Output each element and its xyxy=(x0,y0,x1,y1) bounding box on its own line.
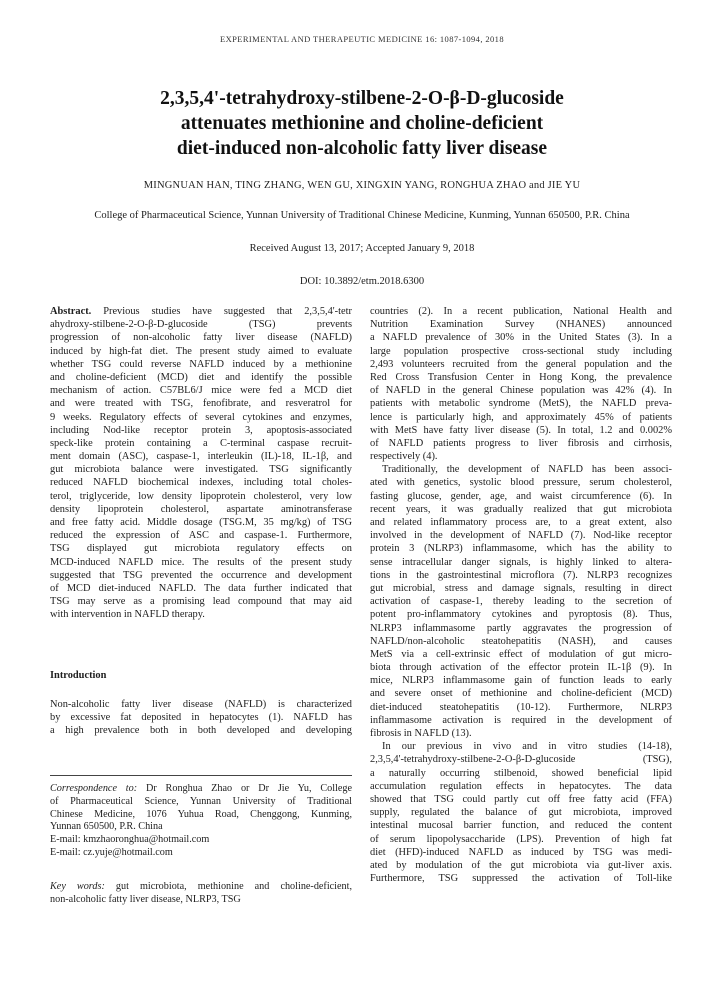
body-line: supply, regulated the balance of gut microbiota, improved xyxy=(370,807,672,819)
article-title xyxy=(60,86,664,161)
abstract-line: mechanism of action. C57BL6/J mice were fed a MCD diet xyxy=(50,385,352,397)
abstract-line: gut microbiota balance were investigated. TSG significantly xyxy=(50,464,352,476)
body-line: In our previous in vivo and in vitro studies (14-18), xyxy=(382,741,672,753)
abstract-line: reduced the expression of ASC and caspase-1. Furthermore, xyxy=(50,530,352,542)
body-line: of serum lipopolysaccharide (LPS). Prevention of high fat xyxy=(370,833,672,845)
body-line: a NAFLD prevalence of 30% in the United States (3). In a xyxy=(370,332,672,344)
journal-header: EXPERIMENTAL AND THERAPEUTIC MEDICINE 16: 1087-1094, 2018 xyxy=(220,34,504,44)
body-line: intestinal mucosal barrier function, and reduced the content xyxy=(370,820,672,832)
body-line: large population prospective cross-sectional study including xyxy=(370,345,672,357)
abstract-line: including Nod-like receptor protein 3, apoptosis-associated xyxy=(50,424,352,436)
body-line: ated with genetics, systolic blood pressure, serum cholesterol, xyxy=(370,477,672,489)
introduction-heading: Introduction xyxy=(50,670,107,681)
footnote-divider xyxy=(50,775,352,776)
abstract-line: terol, triglyceride, low density lipoprotein cholesterol, very low xyxy=(50,490,352,502)
body-line: activation of caspase-1, thereby leading to the secretion of xyxy=(370,596,672,608)
intro-line: Non-alcoholic fatty liver disease (NAFLD) is characterized xyxy=(50,699,352,710)
body-line: Red Cross Transfusion Center in Hong Kong, the prevalence xyxy=(370,371,672,383)
introduction-text xyxy=(50,698,352,738)
footnote-line: of Pharmaceutical Science, Yunnan University of Traditional xyxy=(50,795,352,807)
abstract-line: and choline-deficient (MCD) diet and identify the possible xyxy=(50,371,352,383)
body-line: 2,493 volunteers recruited from the general population and the xyxy=(370,358,672,370)
body-line: Nutrition Examination Survey (NHANES) announced xyxy=(370,319,672,331)
body-line: MetS via a cell-extrinsic effect of modulation of gut micro- xyxy=(370,648,672,660)
body-line: mice, NLRP3 inflammasome gain of function leads to early xyxy=(370,675,672,687)
email-line: E-mail: cz.yuje@hotmail.com xyxy=(50,846,173,858)
abstract-line: density lipoprotein cholesterol, aspartate aminotransferase xyxy=(50,503,352,515)
abstract-line: with intervention in NAFLD therapy. xyxy=(50,609,205,621)
body-line: 2,3,5,4'-tetrahydroxy-stilbene-2-O-β-D-glucoside (TSG), xyxy=(370,754,672,766)
body-line: sense intracellular danger signals, is highly linked to altera- xyxy=(370,556,672,568)
footnote-line: Chinese Medicine, 1076 Yuhua Road, Chenggong, Kunming, xyxy=(50,808,352,820)
abstract-line: TSG displayed gut microbiota regulatory effects on xyxy=(50,543,352,555)
doi: DOI: 10.3892/etm.2018.6300 xyxy=(299,276,425,287)
abstract-line: and free fatty acid. Middle dosage (TSG.M, 35 mg/kg) of TSG xyxy=(50,517,352,528)
body-line: lence is particularly high, and approximately 45% of patients xyxy=(370,411,672,423)
title-line: 2,3,5,4'-tetrahydroxy-stilbene-2-O-β-D-glucoside xyxy=(160,88,564,109)
abstract-line: whether TSG could reverse NAFLD induced by a methionine xyxy=(50,358,352,370)
body-line: countries (2). In a recent publication, National Health and xyxy=(370,306,672,317)
body-line: showed that TSG could partly cut off free fatty acid (FFA) xyxy=(370,793,672,805)
abstract-line: Abstract. Previous studies have suggested that 2,3,5,4'-tetr xyxy=(50,306,352,317)
keywords xyxy=(50,881,352,907)
body-line: NAFLD/non-alcoholic steatohepatitis (NASH), and causes xyxy=(370,635,672,647)
title-line: diet-induced non-alcoholic fatty liver disease xyxy=(176,138,548,159)
body-line: diet-induced steatohepatitis (10-12). Furthermore, NLRP3 xyxy=(370,701,672,713)
body-line: involved in the development of NAFLD (7). Nod-like receptor xyxy=(370,530,672,542)
footnote-line: Correspondence to: Dr Ronghua Zhao or Dr Jie Yu, College xyxy=(50,783,352,794)
body-line: of NAFLD patients progress to liver fibrosis and cirrhosis, xyxy=(370,437,672,449)
body-line: inflammasome activation is required in the development of xyxy=(370,714,672,726)
body-line: a naturally occurring stilbenoid, showed beneficial lipid xyxy=(370,767,672,779)
body-line: and related inflammatory process are, to a great extent, also xyxy=(370,517,672,528)
body-line: ated by modulation of the gut microbiota via gut-liver axis. xyxy=(370,859,672,871)
abstract-line: and were treated with TSG, fenofibrate, and resveratrol for xyxy=(50,398,352,410)
body-line: Traditionally, the development of NAFLD has been associ- xyxy=(382,464,672,476)
email-line: E-mail: kmzhaoronghua@hotmail.com xyxy=(50,834,210,846)
abstract-line: speck-like protein containing a C-terminal caspase recruit- xyxy=(50,437,352,449)
keywords-line: non-alcoholic fatty liver disease, NLRP3, TSG xyxy=(50,893,241,905)
abstract-line: induced by high-fat diet. The present study aimed to evaluate xyxy=(50,345,352,357)
abstract-line: TSG may serve as a promising lead compound that may aid xyxy=(50,596,352,608)
body-line: fibrosis in NAFLD (13). xyxy=(370,728,472,739)
abstract-line: progression of non-alcoholic fatty liver disease (NAFLD) xyxy=(50,332,352,344)
body-line: respectively (4). xyxy=(370,451,438,463)
keywords-line: Key words: gut microbiota, methionine and choline-deficient, xyxy=(50,881,352,892)
body-line: NLRP3 inflammasome partly aggravates the progression of xyxy=(370,622,672,634)
body-line: of NAFLD in the general Chinese population was 42% (4). In xyxy=(370,385,672,397)
abstract-line: reduced NAFLD biochemical indexes, including total choles- xyxy=(50,477,352,489)
abstract-label: Abstract. xyxy=(50,306,92,317)
body-line: gut microbial, stress and damage signals, resulting in direct xyxy=(370,582,672,594)
body-line: accumulation regulation effects in hepatocytes. The data xyxy=(370,780,672,792)
abstract-line: suggested that TSG prevented the occurrence and development xyxy=(50,569,352,581)
body-line: biota through activation of the effector protein IL-1β (9). In xyxy=(370,662,672,674)
body-line: protein 3 (NLRP3) inflammasome, which has the ability to xyxy=(370,543,672,555)
abstract-line: 9 weeks. Regulatory effects of several cytokines and enzymes, xyxy=(50,411,352,423)
abstract-line: ment domain (ASC), caspase-1, interleukin (IL)-18, IL-1β, and xyxy=(50,451,352,463)
correspondence-label: Correspondence to: xyxy=(50,783,138,794)
intro-line: a high prevalence both in both developed and developing xyxy=(50,725,352,737)
body-line: and severe onset of methionine and choline-deficient (MCD) xyxy=(370,688,672,700)
keywords-label: Key words: xyxy=(50,881,105,892)
body-line: patients with metabolic syndrome (MetS), the NAFLD preva- xyxy=(370,398,672,410)
author-list: MINGNUAN HAN, TING ZHANG, WEN GU, XINGXIN YANG, RONGHUA ZHAO and JIE YU xyxy=(143,180,581,191)
abstract xyxy=(50,305,352,622)
received-accepted-dates: Received August 13, 2017; Accepted January 9, 2018 xyxy=(249,243,475,254)
body-line: recent years, it was gradually realized that gut microbiota xyxy=(370,503,672,515)
correspondence-footnote xyxy=(50,783,352,860)
body-line: fasting glucose, gender, age, and waist circumference (6). In xyxy=(370,490,672,502)
abstract-line: ahydroxy-stilbene-2-O-β-D-glucoside (TSG) prevents xyxy=(50,319,352,331)
body-line: potent pro-inflammatory cytokines and pyroptosis (8). Thus, xyxy=(370,609,672,621)
body-line: tions in the gastrointestinal microflora (7). NLRP3 recognizes xyxy=(370,569,672,581)
intro-line: by excessive fat deposited in hepatocytes (1). NAFLD has xyxy=(50,712,352,724)
abstract-line: MCD-induced NAFLD mice. The results of the present study xyxy=(50,556,352,568)
affiliation: College of Pharmaceutical Science, Yunnan University of Traditional Chinese Medicine, Kunming, Yunnan 650500, P.R. China xyxy=(94,210,630,221)
footnote-line: Yunnan 650500, P.R. China xyxy=(50,821,163,833)
title-line: attenuates methionine and choline-deficient xyxy=(180,113,544,134)
abstract-line: of MCD diet-induced NAFLD. The data further indicated that xyxy=(50,582,352,594)
body-line: diet (HFD)-induced NAFLD as induced by TSG was medi- xyxy=(370,846,672,858)
body-line: with MetS have fatty liver disease (5). In total, 1.2 and 0.002% xyxy=(370,424,672,436)
right-column-text xyxy=(370,305,672,885)
body-line: Furthermore, TSG suppressed the activation of Toll-like xyxy=(370,873,672,885)
